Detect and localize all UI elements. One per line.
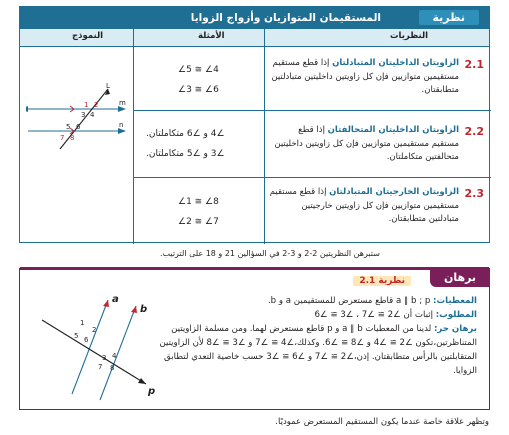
angle-label: 8 <box>110 364 115 372</box>
theorem-name: الزاويتان الداخليتان المتحالفتان <box>327 125 459 135</box>
theorem-body: إذا قطع مستقيم مستقيمين متوازيين فإن كل زاويتين خارجيتين متبادلتين متطابقتان. <box>269 187 459 224</box>
theorem-box <box>19 6 490 243</box>
theorem-statement <box>269 124 459 165</box>
column-header-theorems: النظريات <box>390 31 429 41</box>
theorem-name: الزاويتان الداخليتان المتبادلتان <box>332 58 459 68</box>
example-line: ∠5 ≅ ∠4 <box>178 65 219 75</box>
angle-label: 1 <box>80 319 85 327</box>
proof-header <box>20 267 489 285</box>
proof-box <box>19 268 490 410</box>
theorem-number: 2.1 <box>464 58 484 71</box>
angle-label: 4 <box>112 352 117 360</box>
angle-label: 5 <box>66 123 71 131</box>
label-a: a <box>112 294 119 305</box>
angle-label: 3 <box>102 354 107 362</box>
angle-label: 8 <box>70 134 75 142</box>
theorem-statement <box>269 57 459 98</box>
table-divider <box>133 110 491 111</box>
angle-label: 7 <box>60 134 65 142</box>
reference-note: ستبرهن النظريتين 2-2 و 3-2 في السؤالين 21 و 18 على الترتيب. <box>160 249 380 258</box>
angle-label: 2 <box>92 326 97 334</box>
proof-tab: برهان <box>430 268 490 287</box>
theorem-statement <box>269 186 459 227</box>
example-line: ∠1 ≅ ∠8 <box>178 197 219 207</box>
theorem-header <box>20 7 489 29</box>
arrow-icon <box>103 300 109 307</box>
prove-label: المطلوب: <box>435 310 477 320</box>
angle-label: 6 <box>76 123 81 131</box>
theorem-title: المستقيمان المتوازيان وأزواج الزوايا <box>190 12 381 24</box>
example-line: ∠3 ≅ ∠6 <box>178 85 219 95</box>
angle-label: 6 <box>84 336 89 344</box>
example-line: ∠2 ≅ ∠7 <box>178 217 219 227</box>
angle-label: 5 <box>74 332 79 340</box>
arrow-icon <box>26 106 28 112</box>
example-line: ∠4 و ∠6 متكاملتان. <box>146 129 225 139</box>
footer-note: وتظهر علاقة خاصة عندما يكون المستقيم المستعرض عموديًا. <box>275 417 489 427</box>
theorem-name: الزاويتان الخارجيتان المتبادلتان <box>329 187 459 197</box>
angle-label: 2 <box>94 101 99 109</box>
proof-subtitle: نظرية 2.1 <box>353 276 411 286</box>
arrow-icon <box>131 306 137 313</box>
prove-line <box>147 308 477 322</box>
arrow-icon <box>138 378 146 384</box>
proof-text <box>147 294 477 378</box>
table-divider <box>264 29 265 244</box>
example-line: ∠3 و ∠5 متكاملتان. <box>146 149 225 159</box>
proof-diagram <box>30 290 158 404</box>
theorem-body: إذا قطع مستقيم مستقيمين متوازيين فإن كل زاويتين داخليتين متبادلتين متطابقتان. <box>271 58 459 95</box>
table-divider <box>133 29 134 244</box>
theorem-number: 2.3 <box>464 187 484 200</box>
column-header-examples: الأمثلة <box>198 31 225 41</box>
prove-text: إثبات أن ∠2 ≅ ∠7 ، ∠3 ≅ ∠6 <box>314 310 433 320</box>
column-headers <box>20 29 489 47</box>
line-b <box>100 306 136 400</box>
table-divider <box>133 177 491 178</box>
label-n: n <box>119 121 124 129</box>
given-text: a ∥ b ; p قاطع مستعرض للمستقيمين a و b. <box>267 296 431 306</box>
angle-label: 4 <box>90 111 95 119</box>
label-t: L <box>106 83 110 90</box>
given-label: المعطيات: <box>433 296 477 306</box>
angle-label: 1 <box>84 101 89 109</box>
theorem-number: 2.2 <box>464 125 484 138</box>
theorem-tag: نظرية <box>419 10 480 25</box>
angle-label: 3 <box>81 111 86 119</box>
label-p: p <box>148 386 156 397</box>
theorem-body: إذا قطع مستقيم مستقيمين متوازيين فإن كل زاويتين داخليتين متحالفتين متكاملتان. <box>274 125 459 162</box>
free-proof <box>147 322 477 378</box>
angle-label: 7 <box>98 363 103 371</box>
parallel-lines-diagram <box>26 83 128 153</box>
line-a <box>72 300 108 394</box>
transversal-line <box>60 89 108 149</box>
label-m: m <box>119 99 126 107</box>
label-b: b <box>140 304 148 315</box>
free-proof-text: لدينا من المعطيات a ∥ b و p قاطع مستعرض لهما. ومن مسلمة الزاويتين المتناظرتين،تكون ∠2 ≅ ∠4 و ∠8 ≅ ∠6. وكذلك،∠4 ≅ ∠7 و ∠3 ≅ ∠8 لأن الزاويتين المتقابلتين بالرأس متطابقتان. إذن،∠2 ≅ ∠7 و ∠6 ≅ ∠3 حسب خاصية التعدي لتطابق الزوايا. <box>159 324 477 376</box>
free-proof-label: برهان حر: <box>433 324 477 334</box>
given-line <box>147 294 477 308</box>
column-header-model: النموذج <box>72 31 104 41</box>
